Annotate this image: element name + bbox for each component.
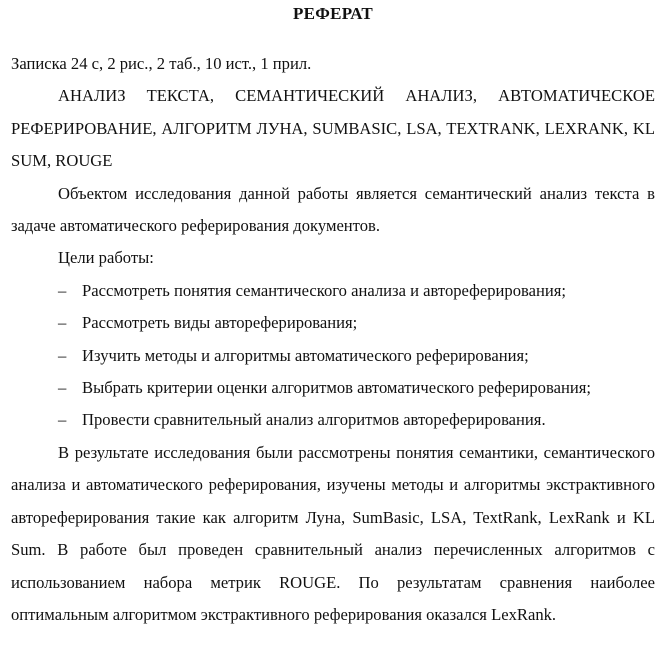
document-title: РЕФЕРАТ <box>292 4 374 23</box>
goal-item <box>11 340 655 372</box>
goal-item <box>11 307 655 339</box>
object-paragraph: Объектом исследования данной работы является семантический анализ текста в задаче автоматического реферирования документов. <box>11 183 655 236</box>
goal-item <box>11 275 655 307</box>
goals-heading: Цели работы: <box>58 248 154 268</box>
dash-marker: – <box>58 313 67 333</box>
summary-line: Записка 24 с, 2 рис., 2 таб., 10 ист., 1 прил. <box>11 54 312 73</box>
goal-item <box>11 372 655 404</box>
result-paragraph: В результате исследования были рассмотрены понятия семантики, семантического анализа и автоматического реферирования, изучены методы и алгоритмы экстрактивного автореферирования такие как алгоритм Луна, SumBasic, LSA, TextRank, LexRank и KL Sum. В работе был проведен сравнительный анализ перечисленных алгоритмов с использованием набора метрик ROUGE. По результатам сравнения наиболее оптимальным алгоритмом экстрактивного реферирования оказался LexRank. <box>11 442 655 624</box>
document-page <box>11 0 655 631</box>
goals-list <box>11 275 655 437</box>
goal-text: Рассмотреть виды автореферирования; <box>82 313 358 333</box>
dash-marker: – <box>58 410 67 430</box>
dash-marker: – <box>58 378 67 398</box>
goal-text: Рассмотреть понятия семантического анализа и автореферирования; <box>82 280 566 300</box>
keywords-paragraph: АНАЛИЗ ТЕКСТА, СЕМАНТИЧЕСКИЙ АНАЛИЗ, АВТОМАТИЧЕСКОЕ РЕФЕРИРОВАНИЕ, АЛГОРИТМ ЛУНА, SUMBASIC, LSA, TEXTRANK, LEXRANK, KL SUM, ROUGE <box>11 86 655 171</box>
goal-text: Провести сравнительный анализ алгоритмов автореферирования. <box>82 410 546 430</box>
goal-text: Выбрать критерии оценки алгоритмов автоматического реферирования; <box>82 378 591 398</box>
dash-marker: – <box>58 280 67 300</box>
dash-marker: – <box>58 345 67 365</box>
goal-item <box>11 404 655 436</box>
goal-text: Изучить методы и алгоритмы автоматического реферирования; <box>82 345 529 365</box>
